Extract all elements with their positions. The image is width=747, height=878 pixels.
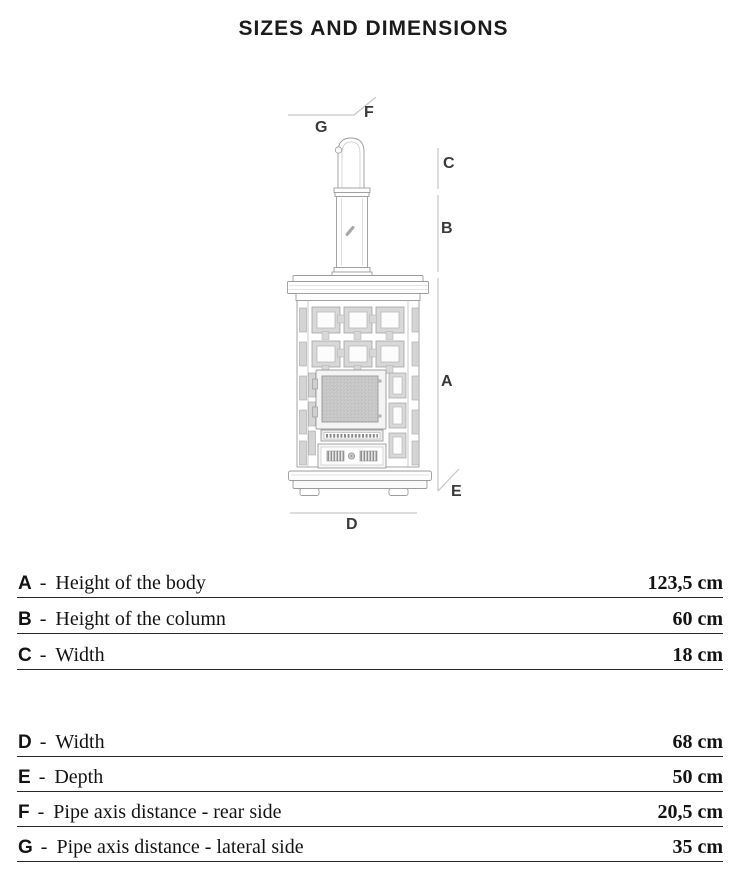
dimensions-table-upper xyxy=(17,562,723,670)
page-title: SIZES AND DIMENSIONS xyxy=(238,17,509,40)
table-row-a xyxy=(17,562,723,598)
separator: - xyxy=(40,836,48,858)
dimension-value: 68 cm xyxy=(672,731,723,753)
dimension-label: Depth xyxy=(54,766,104,788)
dimension-value: 50 cm xyxy=(672,766,723,788)
dimension-label: Width xyxy=(55,644,105,666)
figure-label-a: A xyxy=(441,373,453,390)
separator: - xyxy=(39,644,47,666)
dimension-label: Pipe axis distance - rear side xyxy=(53,801,282,823)
dimension-label: Height of the body xyxy=(55,572,206,594)
figure-label-f: F xyxy=(364,104,374,121)
dimension-letter: G xyxy=(18,837,33,858)
table-row-d xyxy=(17,722,723,757)
separator: - xyxy=(39,608,47,630)
dimension-value: 35 cm xyxy=(672,836,723,858)
dimension-value: 123,5 cm xyxy=(647,572,723,594)
figure-label-e: E xyxy=(451,483,462,500)
dimension-label: Pipe axis distance - lateral side xyxy=(56,836,304,858)
separator: - xyxy=(38,766,46,788)
dimension-letter: B xyxy=(18,609,32,630)
table-row-c xyxy=(17,634,723,670)
dimension-value: 60 cm xyxy=(672,608,723,630)
dimension-value: 18 cm xyxy=(672,644,723,666)
table-row-b xyxy=(17,598,723,634)
separator: - xyxy=(39,572,47,594)
dimension-letter: A xyxy=(18,573,32,594)
figure-label-c: C xyxy=(443,155,455,172)
dimension-letter: F xyxy=(18,802,30,823)
separator: - xyxy=(39,731,47,753)
dimension-letter: C xyxy=(18,645,32,666)
stove-base xyxy=(289,471,432,496)
dimension-label: Width xyxy=(55,731,105,753)
stove-cornice xyxy=(288,276,429,301)
chimney-pipe xyxy=(332,138,372,277)
figure-label-d: D xyxy=(346,516,358,533)
figure-label-g: G xyxy=(315,119,328,136)
dimension-label: Height of the column xyxy=(55,608,226,630)
dimension-letter: D xyxy=(18,732,32,753)
table-row-f xyxy=(17,792,723,827)
dimension-value: 20,5 cm xyxy=(657,801,723,823)
separator: - xyxy=(37,801,45,823)
fire-door xyxy=(313,370,387,468)
dimension-letter: E xyxy=(18,767,31,788)
table-row-e xyxy=(17,757,723,792)
table-row-g xyxy=(17,827,723,862)
figure-label-b: B xyxy=(441,220,453,237)
dimensions-table-lower xyxy=(17,722,723,862)
